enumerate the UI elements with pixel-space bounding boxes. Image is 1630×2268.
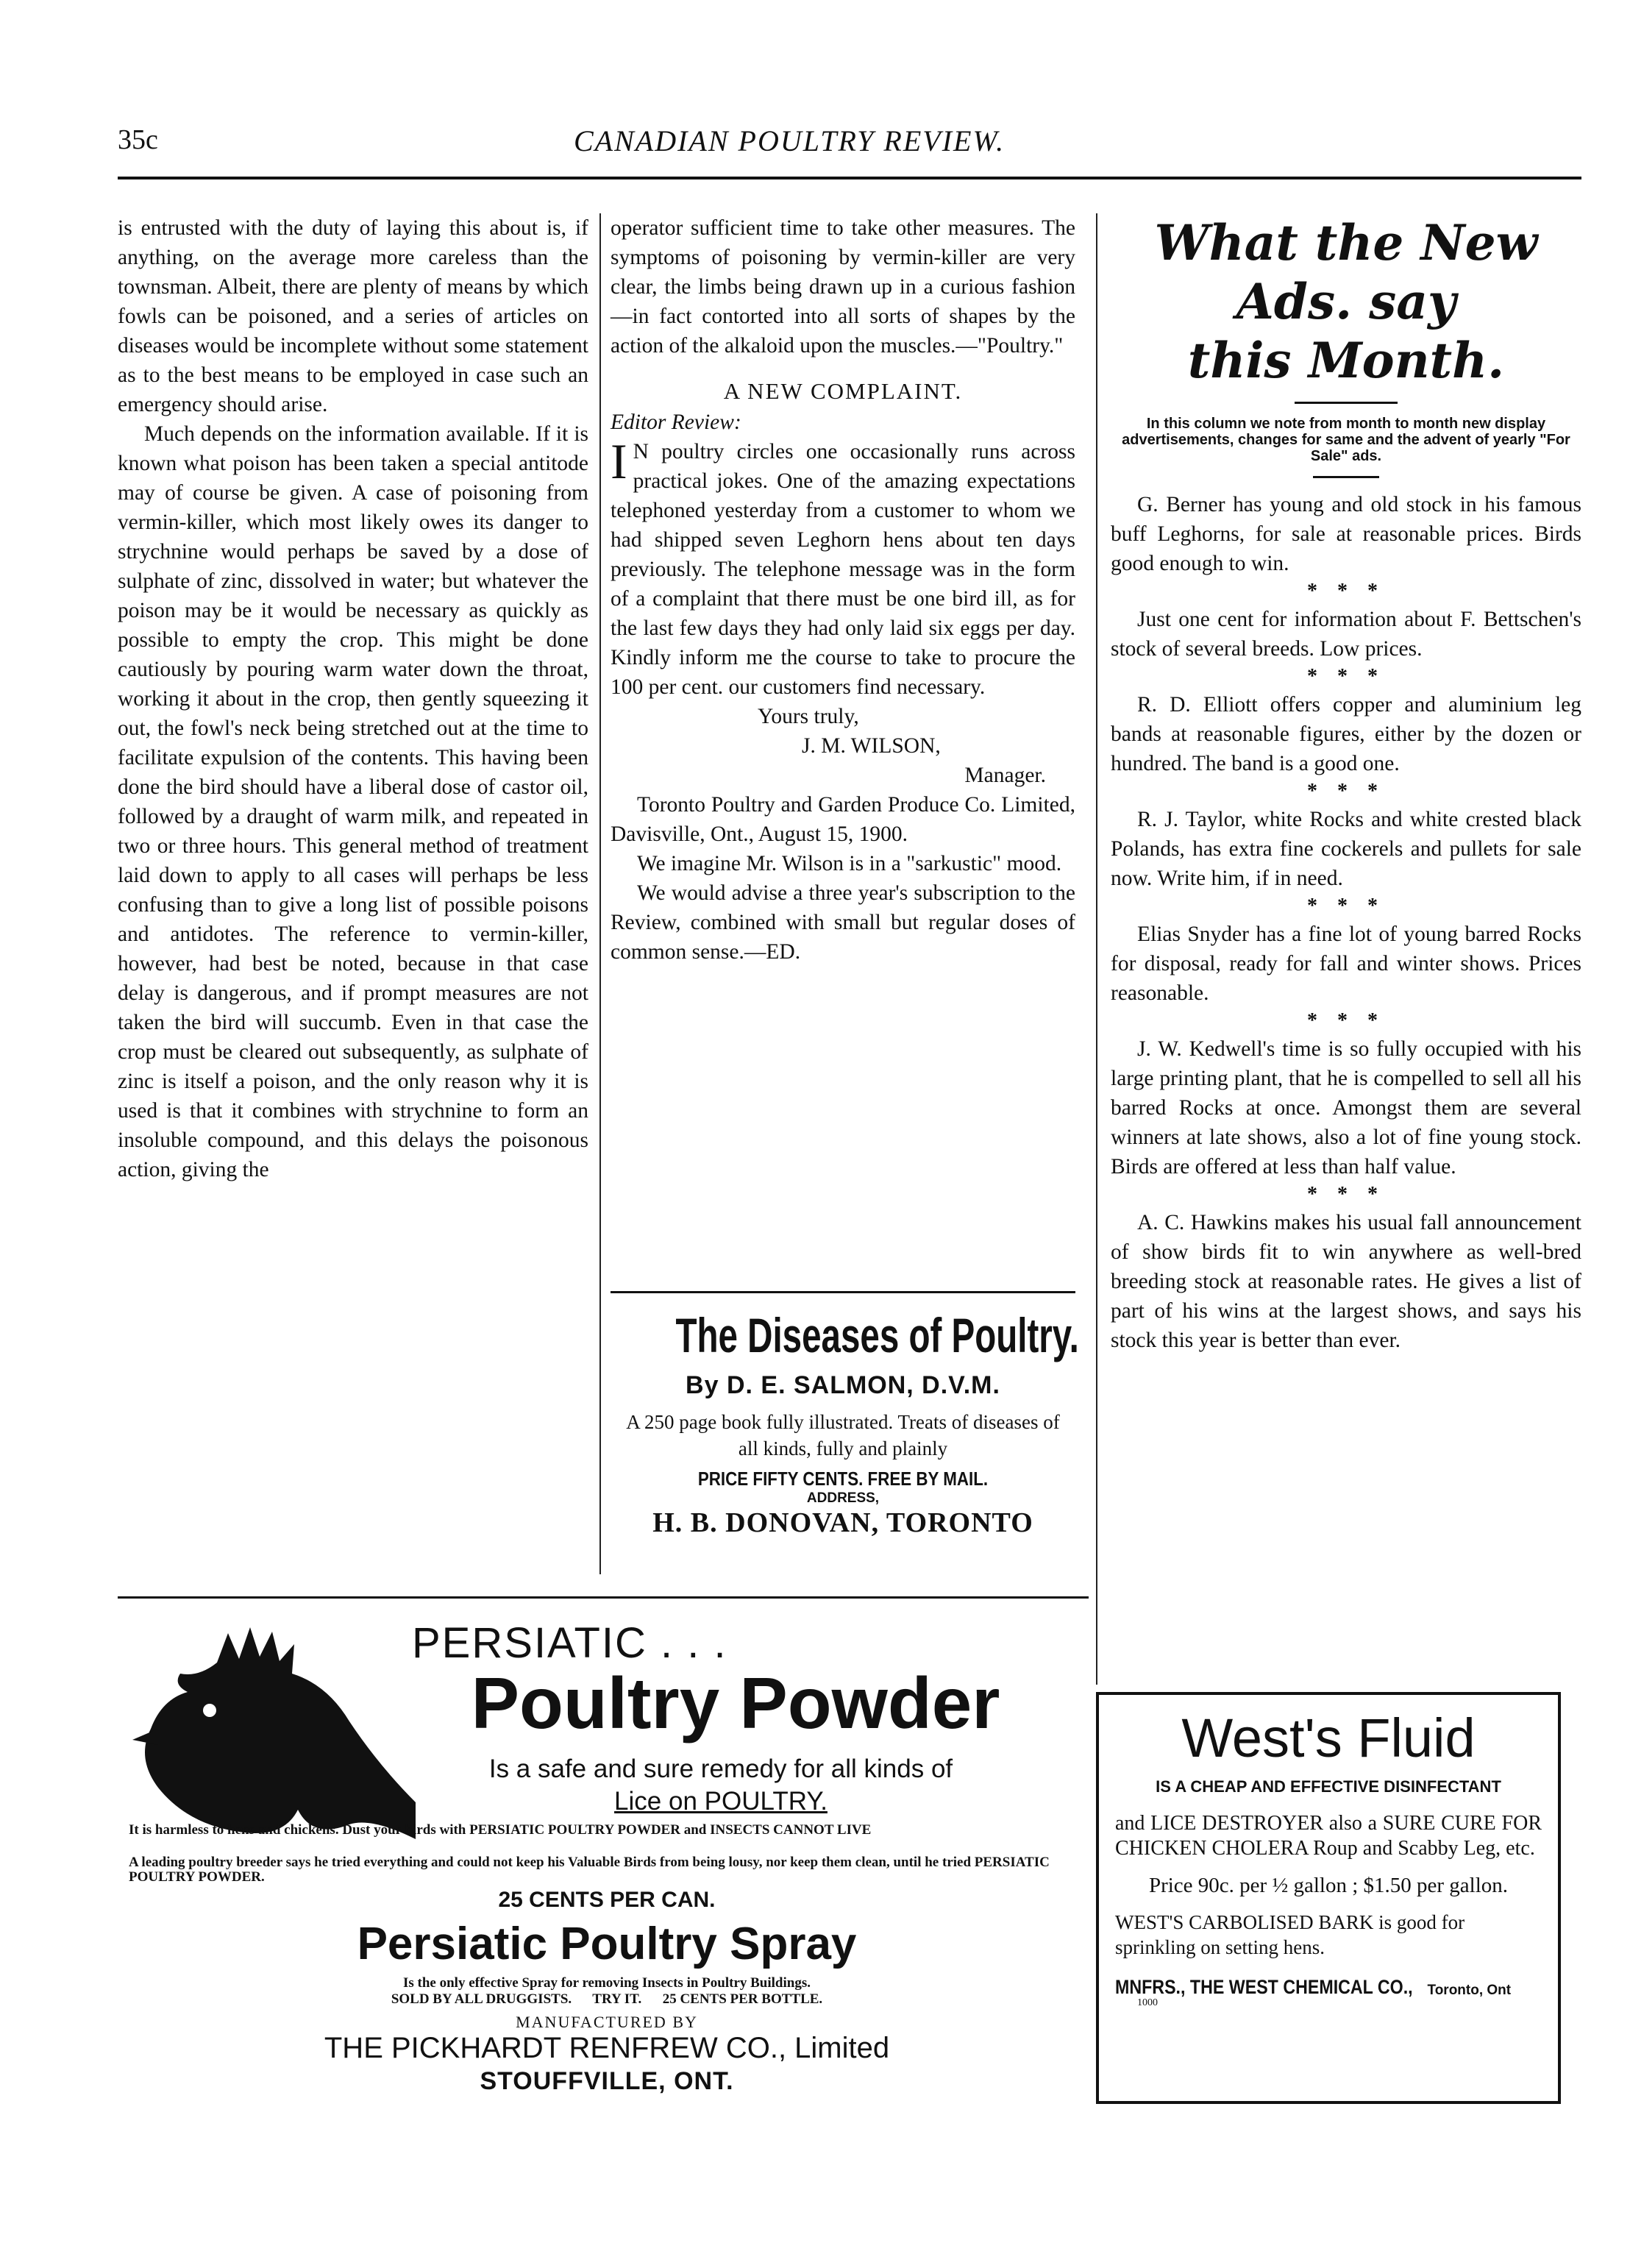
article-paragraph: is entrusted with the duty of laying this about is, if anything, on the average more careless than the townsman. Albeit, there are plenty of means by which fowls can be poisoned, and a series of articles on diseases would be incomplete without some statement as to the best means to be employed in case such an emergency should arise. — [118, 216, 588, 416]
separator-stars: * * * — [1307, 580, 1385, 602]
editor-line: Editor Review: — [611, 410, 741, 434]
persiatic-product: Poultry Powder — [471, 1663, 1000, 1743]
persiatic-town: STOUFFVILLE, ONT. — [480, 2067, 734, 2095]
page-header — [118, 124, 1581, 168]
book-address-label: ADDRESS, — [806, 1490, 880, 1506]
new-ads-title-1: What the New Ads. say — [1154, 214, 1538, 330]
wests-maker: MNFRS., THE WEST CHEMICAL CO., — [1115, 1976, 1413, 1998]
manufactured-by: MANUFACTURED BY — [516, 2013, 698, 2031]
wests-small-print: 1000 — [1137, 1997, 1158, 2008]
wests-fluid-ad — [1096, 1692, 1561, 2104]
separator-stars: * * * — [1307, 1009, 1385, 1032]
ad-note: R. J. Taylor, white Rocks and white crested black Polands, has extra fine cockerels and pullets for sale now. Write him, if in need. — [1111, 808, 1581, 890]
new-ads-intro: In this column we note from month to month new display advertisements, changes for same and the advent of yearly "For Sale" ads. — [1122, 416, 1570, 464]
wests-body: and LICE DESTROYER also a SURE CURE FOR CHICKEN CHOLERA Roup and Scabby Leg, etc. — [1115, 1812, 1542, 1860]
drop-cap: I — [611, 437, 627, 489]
ad-top-rule — [118, 1596, 1089, 1599]
persiatic-brand: PERSIATIC . . . — [412, 1619, 727, 1667]
book-price: PRICE FIFTY CENTS. FREE BY MAIL. — [697, 1468, 989, 1490]
company-line: Toronto Poultry and Garden Produce Co. Limited, Davisville, Ont., August 15, 1900. — [611, 793, 1075, 846]
ad-note: A. C. Hawkins makes his usual fall announcement of show birds fit to win anywhere as well-bred breeding stock at reasonable rates. He gives a list of part of his wins at the largest shows, and says his stock this year is better than ever. — [1111, 1211, 1581, 1352]
persiatic-fine-print: It is harmless to hens and chickens. Dust your birds with PERSIATIC POULTRY POWDER and INSECTS CANNOT LIVE — [129, 1822, 872, 1838]
spray-fine-print: SOLD BY ALL DRUGGISTS. TRY IT. 25 CENTS PER BOTTLE. — [391, 1991, 823, 2007]
intro-rule — [1313, 476, 1379, 478]
persiatic-spray: Persiatic Poultry Spray — [357, 1919, 857, 1969]
ad-note: J. W. Kedwell's time is so fully occupied with his large printing plant, that he is compelled to sell all his barred Rocks at once. Amongst them are several winners at late shows, also a lot of fine young stock. Birds are offered at less than half value. — [1111, 1037, 1581, 1179]
letter-signature: J. M. WILSON, — [802, 734, 941, 758]
book-author: By D. E. SALMON, D.V.M. — [686, 1371, 1000, 1399]
new-ads-title-2: this Month. — [1187, 332, 1505, 389]
article-column-2 — [611, 213, 1075, 967]
letter-signature-title: Manager. — [964, 764, 1046, 787]
section-rule — [611, 1291, 1075, 1293]
persiatic-price: 25 CENTS PER CAN. — [498, 1888, 716, 1912]
persiatic-maker: THE PICKHARDT RENFREW CO., Limited — [324, 2032, 890, 2064]
column-divider — [599, 213, 601, 1574]
wests-note: WEST'S CARBOLISED BARK is good for sprinkling on setting hens. — [1115, 1911, 1465, 1958]
book-description: A 250 page book fully illustrated. Treats of diseases of all kinds, fully and plainly — [626, 1411, 1060, 1460]
running-title: CANADIAN POULTRY REVIEW. — [574, 124, 1006, 157]
wests-title: West's Fluid — [1181, 1707, 1476, 1768]
header-rule — [118, 177, 1581, 179]
new-ads-column — [1111, 213, 1581, 1355]
ad-note: R. D. Elliott offers copper and aluminium leg bands at reasonable figures, either by the dozen or hundred. The band is a good one. — [1111, 693, 1581, 775]
persiatic-fine-print: A leading poultry breeder says he tried everything and could not keep his Valuable Birds from being lousy, nor keep them clean, until he tried PERSIATIC POULTRY POWDER. — [129, 1855, 1050, 1885]
book-title: The Diseases of Poultry. — [675, 1308, 1079, 1362]
spray-fine-print: Is the only effective Spray for removing Insects in Poultry Buildings. — [403, 1975, 811, 1991]
wests-city: Toronto, Ont — [1427, 1983, 1512, 1999]
letter-closing: Yours truly, — [758, 705, 859, 728]
separator-stars: * * * — [1307, 665, 1385, 688]
article-continuation: operator sufficient time to take other measures. The symptoms of poisoning by vermin-killer are very clear, the limbs being drawn up in a curious fashion—in fact contorted into all sorts of shapes by the action of the alkaloid upon the muscles.—"Poultry." — [611, 216, 1075, 358]
ad-note: G. Berner has young and old stock in his famous buff Leghorns, for sale at reasonable prices. Birds good enough to win. — [1111, 493, 1581, 575]
persiatic-tagline: Is a safe and sure remedy for all kinds of — [488, 1755, 953, 1783]
article-column-1 — [118, 213, 588, 1184]
column-divider — [1096, 213, 1097, 1685]
book-publisher: H. B. DONOVAN, TORONTO — [652, 1507, 1033, 1538]
ad-note: Elias Snyder has a fine lot of young barred Rocks for disposal, ready for fall and winter shows. Prices reasonable. — [1111, 923, 1581, 1005]
wests-price: Price 90c. per ½ gallon ; $1.50 per gallon. — [1148, 1874, 1509, 1897]
ad-note: Just one cent for information about F. Bettschen's stock of several breeds. Low prices. — [1111, 608, 1581, 661]
editor-remark: We would advise a three year's subscription to the Review, combined with small but regular doses of common sense.—ED. — [611, 881, 1075, 964]
page-number: 35c — [118, 124, 158, 155]
complaint-heading: A NEW COMPLAINT. — [723, 378, 963, 404]
complaint-letter — [611, 437, 1075, 702]
separator-stars: * * * — [1307, 1183, 1385, 1206]
article-paragraph: Much depends on the information available. If it is known what poison has been taken a special antitode may of course be given. A case of poisoning from vermin-killer, which most likely owes its danger to strychnine would perhaps be saved by a dose of sulphate of zinc, dissolved in water; but whatever the poison may be it would be necessary as quickly as possible to empty the crop. This might be done cautiously by pouring warm water down the throat, working it about in the crop, then gently squeezing it out, the fowl's neck being stretched out at the time to facilitate expulsion of the contents. This having been done the bird should have a liberal dose of castor oil, followed by a draught of warm milk, and repeated in two or three hours. This general method of treatment laid down to apply to all cases will perhaps be less confusing than to give a long list of possible poisons and antidotes. The reference to vermin-killer, however, had best be noted, because in that case delay is dangerous, and if prompt measures are not taken the bird will succumb. Even in that case the crop must be cleared out subsequently, as sulphate of zinc is itself a poison, and the only reason why it is used is that it combines with strychnine to form an insoluble compound, and this delays the poisonous action, giving the — [118, 422, 588, 1181]
editor-remark: We imagine Mr. Wilson is in a "sarkustic" mood. — [637, 852, 1062, 875]
wests-maker-line — [1115, 1976, 1542, 1999]
wests-subtitle: IS A CHEAP AND EFFECTIVE DISINFECTANT — [1156, 1777, 1501, 1796]
title-rule — [1295, 402, 1398, 404]
separator-stars: * * * — [1307, 895, 1385, 917]
book-advertisement — [611, 1302, 1079, 1539]
separator-stars: * * * — [1307, 780, 1385, 803]
complaint-body: N poultry circles one occasionally runs across practical jokes. One of the amazing expectations telephoned yesterday from a customer to whom we had shipped seven Leghorn hens about ten days previously. The telephone message was in the form of a complaint that there must be one bird ill, as for the last few days they had only laid six eggs per day. Kindly inform me the course to take to procure the 100 per cent. our customers find necessary. — [611, 440, 1075, 699]
persiatic-tagline: Lice on POULTRY. — [614, 1787, 828, 1816]
